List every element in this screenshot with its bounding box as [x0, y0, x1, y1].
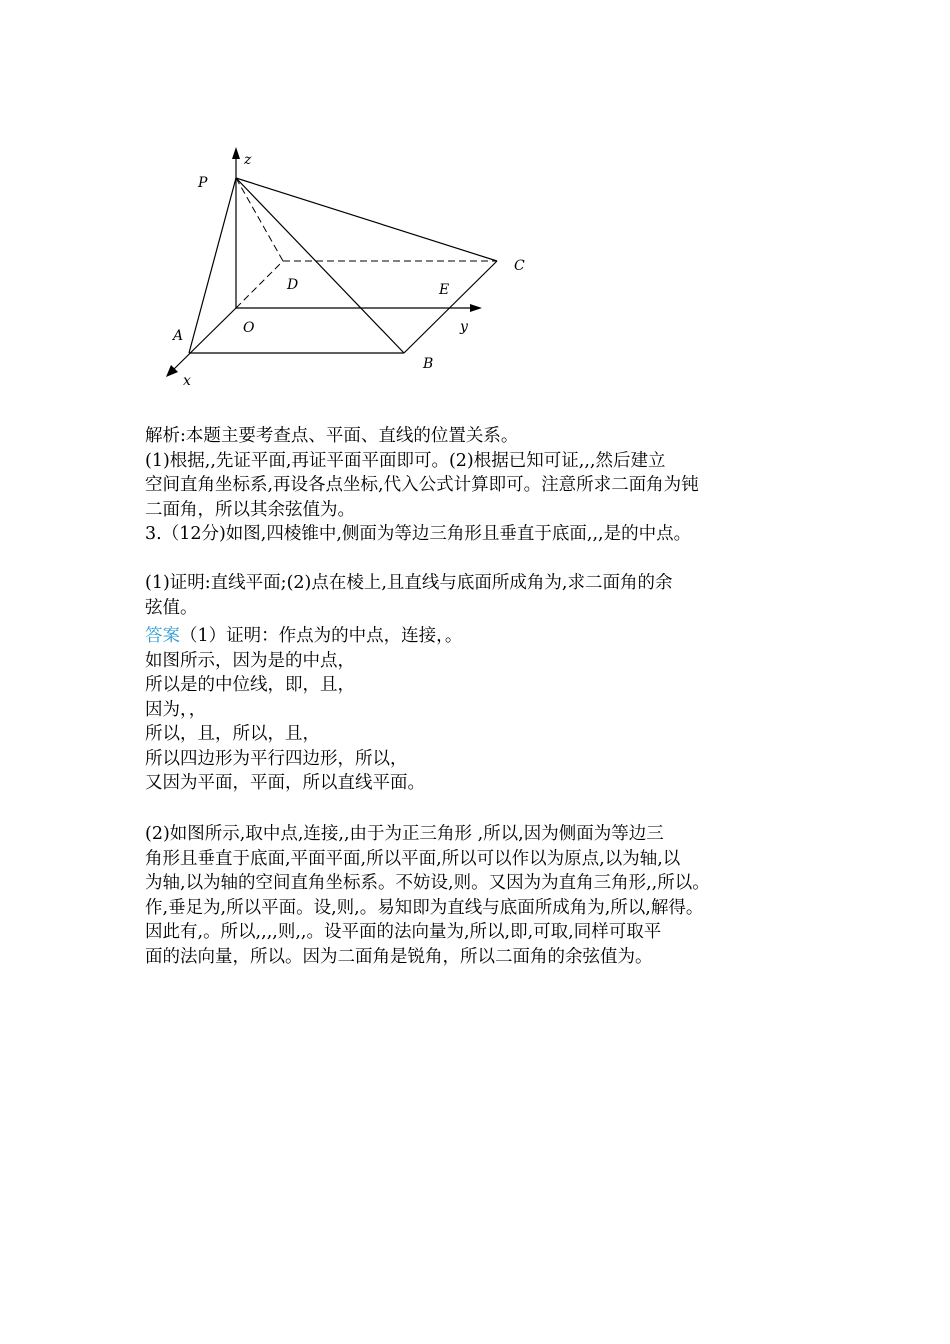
label-e: E [439, 282, 450, 298]
part2-section [145, 822, 825, 969]
part2-line: 面的法向量，所以。因为二面角是锐角，所以二面角的余弦值为。 [145, 946, 653, 967]
problem-line: 弦值。 [145, 597, 198, 618]
label-c: C [514, 258, 525, 274]
answer-line: 所以是的中位线，即，且， [145, 675, 355, 695]
problem-line: 3.（12分)如图,四棱锥中,侧面为等边三角形且垂直于底面,,,是的中点。 [145, 524, 692, 544]
edge-od-hidden [236, 261, 283, 308]
y-axis-arrow [470, 304, 482, 312]
answer-line: 又因为平面，平面，所以直线平面。 [145, 773, 425, 793]
pyramid-figure [150, 140, 540, 395]
label-y: y [460, 319, 468, 335]
label-d: D [287, 277, 299, 293]
part2-line: 因此有,。所以,,,,则,,。设平面的法向量为,所以,即,可取,同样可取平 [145, 922, 662, 942]
answer-label: 答案 [145, 626, 180, 646]
edge-pa [189, 178, 236, 353]
answer-section [145, 624, 825, 796]
label-b: B [423, 356, 434, 372]
problem-line [145, 547, 825, 572]
analysis-line: 二面角，所以其余弦值为。 [145, 499, 355, 520]
label-x: x [183, 373, 191, 389]
answer-line: 如图所示，因为是的中点， [145, 650, 355, 671]
analysis-section [145, 424, 825, 522]
part2-line: 为轴,以为轴的空间直角坐标系。不妨设,则。又因为为直角三角形,,所以。 [145, 873, 710, 893]
label-a: A [173, 328, 184, 344]
label-o: O [243, 320, 255, 336]
problem-section [145, 522, 825, 620]
analysis-line: (1)根据,,先证平面,再证平面平面即可。(2)根据已知可证,,,然后建立 [145, 450, 666, 471]
answer-line: 因为，， [145, 699, 207, 720]
pyramid-diagram [150, 140, 540, 395]
answer-first-text: （1）证明：作点为的中点，连接，。 [180, 626, 463, 646]
label-z: z [244, 152, 252, 168]
part2-line: (2)如图所示,取中点,连接,,由于为正三角形 ,所以,因为侧面为等边三 [145, 824, 664, 844]
answer-first-line [145, 624, 825, 649]
edge-bc [404, 261, 497, 353]
answer-line: 所以，且，所以，且， [145, 724, 320, 744]
z-axis-arrow [232, 147, 240, 159]
problem-line: (1)证明:直线平面;(2)点在棱上,且直线与底面所成角为,求二面角的余 [145, 573, 673, 593]
part2-line: 作,垂足为,所以平面。设,则,。易知即为直线与底面所成角为,所以,解得。 [145, 897, 704, 918]
part2-line: 角形且垂直于底面,平面平面,所以平面,所以可以作以为原点,以为轴,以 [145, 848, 681, 869]
analysis-line: 解析:本题主要考查点、平面、直线的位置关系。 [145, 426, 519, 446]
label-p: P [198, 175, 208, 191]
answer-line: 所以四边形为平行四边形，所以， [145, 748, 408, 769]
analysis-line: 空间直角坐标系,再设各点坐标,代入公式计算即可。注意所求二面角为钝 [145, 475, 699, 495]
